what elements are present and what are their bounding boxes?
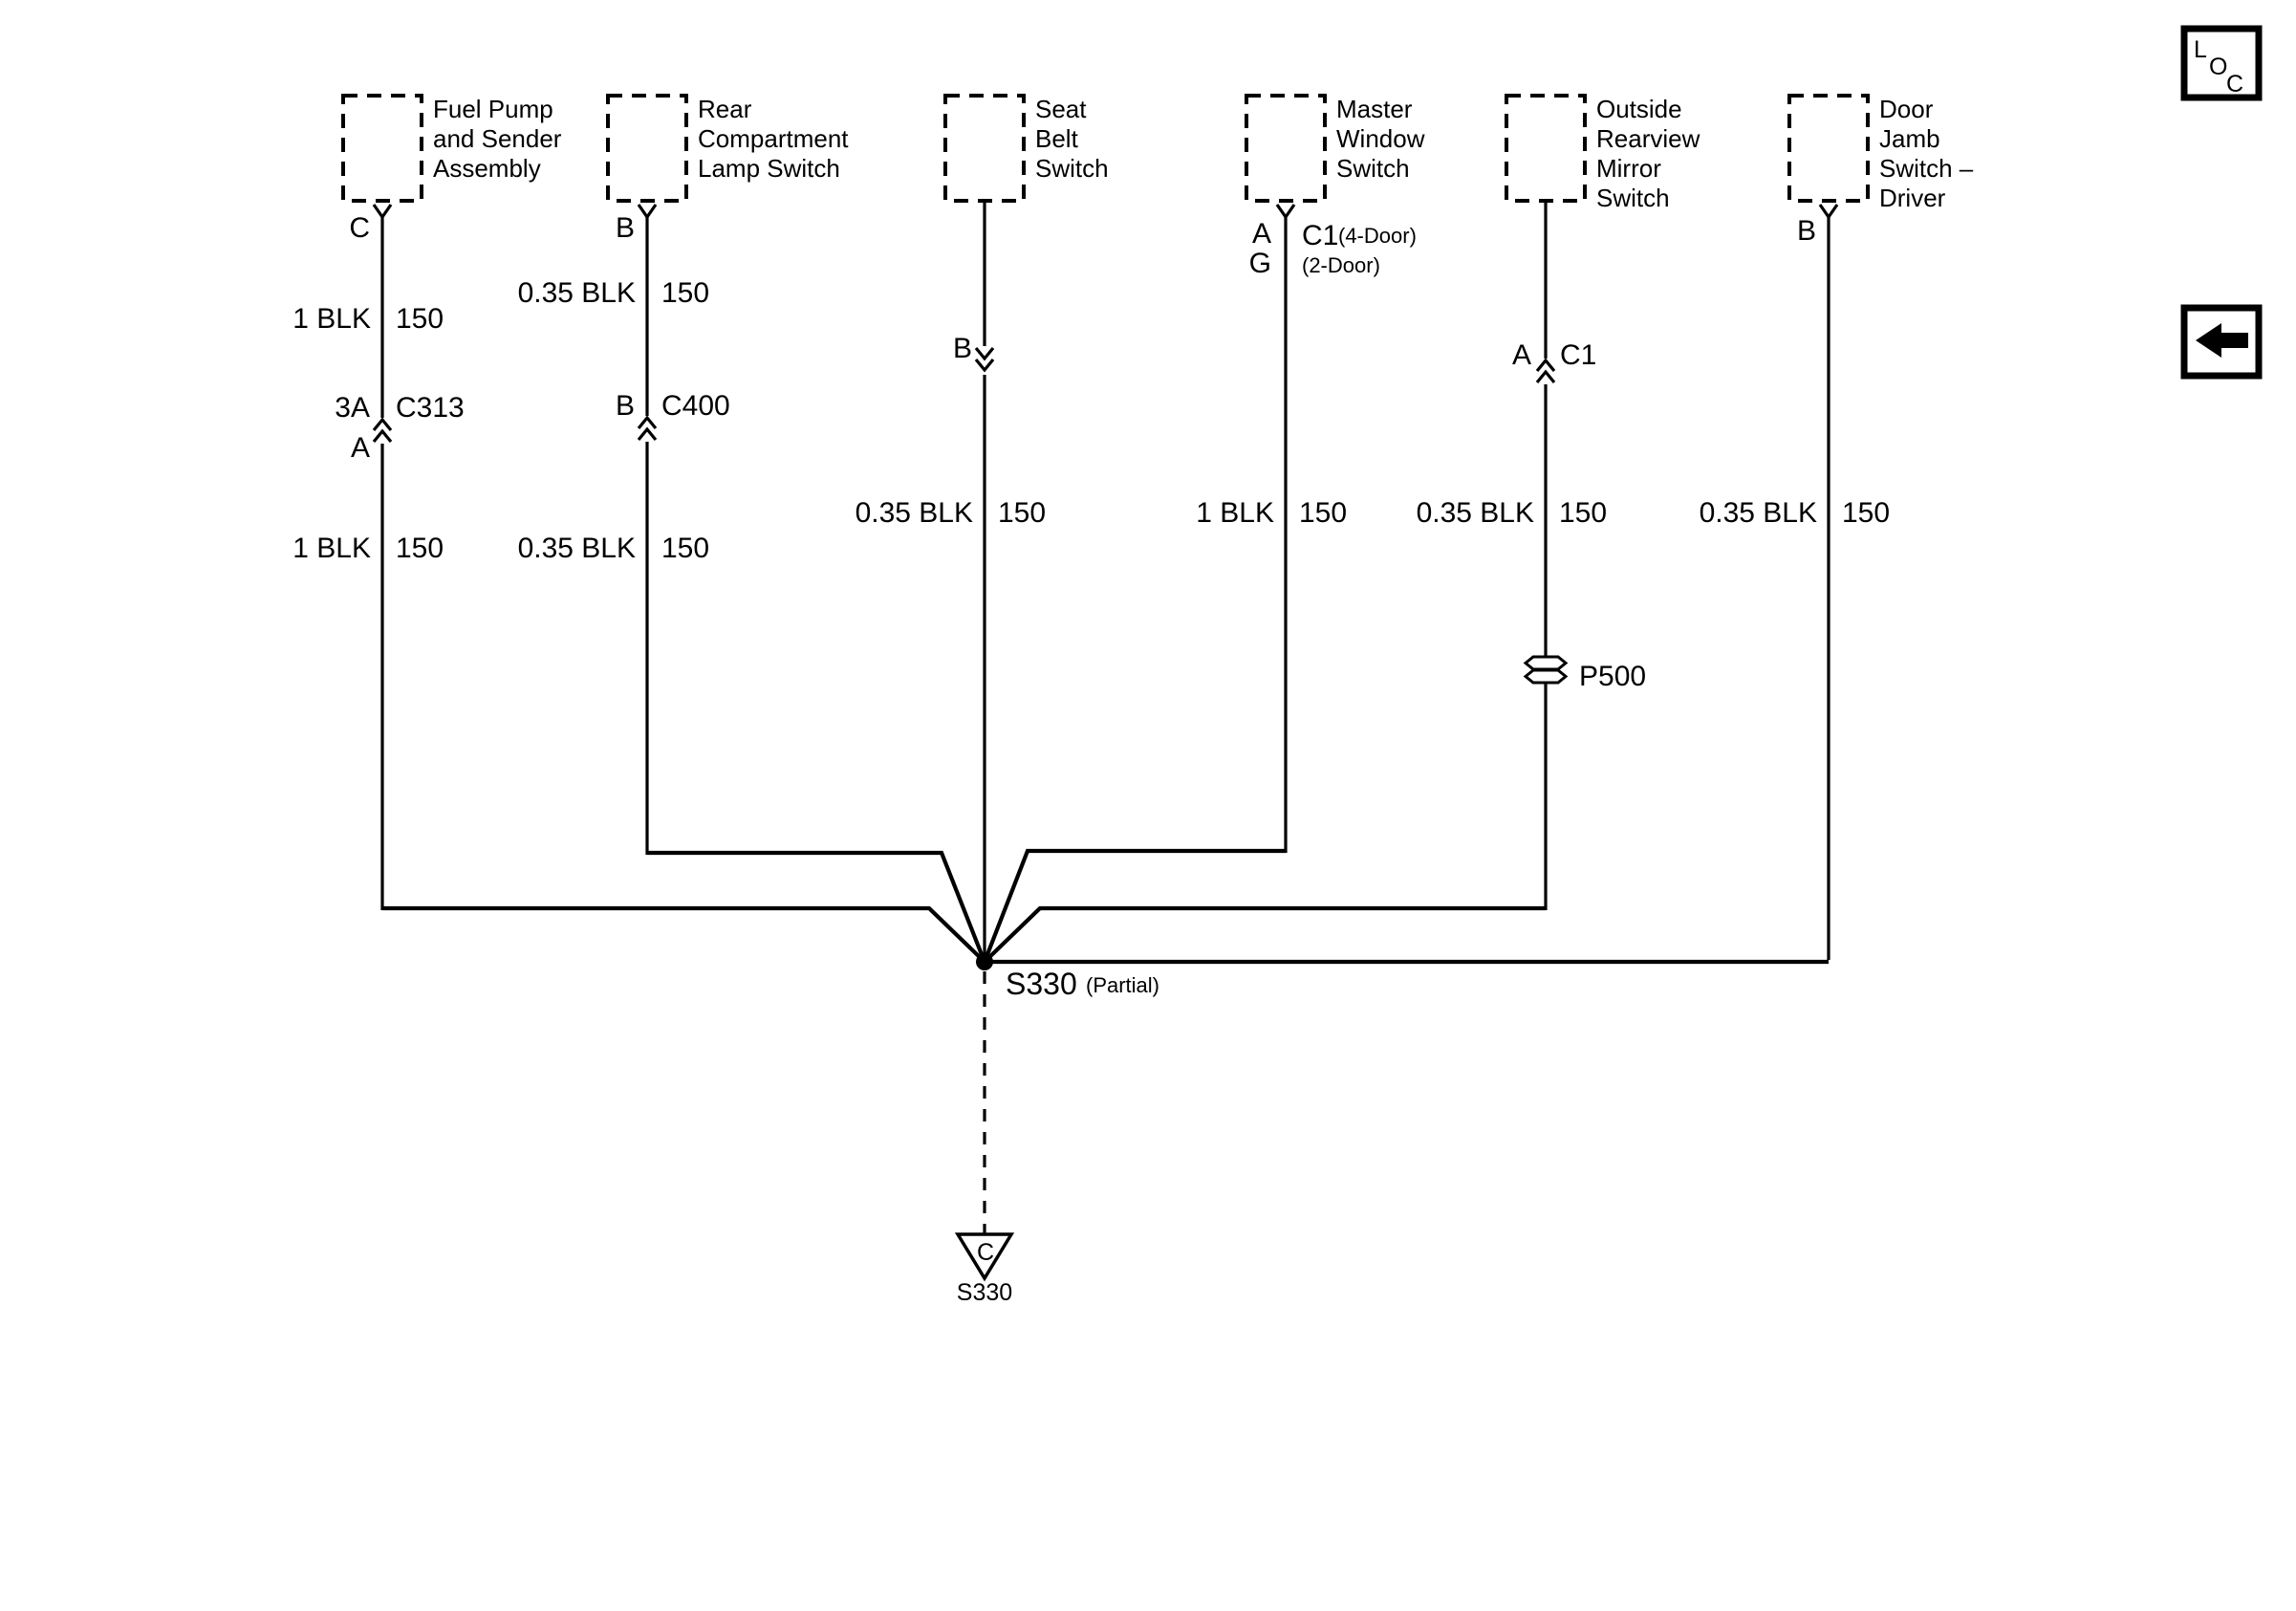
wire-gauge-label: 1 BLK xyxy=(292,533,371,564)
component-label-line: Rearview xyxy=(1596,124,1700,153)
wire-circuit-label: 150 xyxy=(396,533,444,564)
wire-gauge-label: 0.35 BLK xyxy=(517,533,636,564)
wire-circuit-label: 150 xyxy=(661,277,710,309)
back-button[interactable] xyxy=(2184,308,2259,376)
splice-name: S330 xyxy=(1006,967,1077,1001)
splice-dot xyxy=(976,953,993,970)
pin-letter: A xyxy=(1251,218,1271,250)
component-label-line: Switch xyxy=(1596,184,1670,212)
component-fuel-pump xyxy=(343,95,562,244)
component-label-line: Outside xyxy=(1596,95,1682,123)
component-label-line: Mirror xyxy=(1596,154,1661,183)
wire-circuit-label: 150 xyxy=(1559,497,1608,529)
component-label-line: Window xyxy=(1336,124,1425,153)
inline-connector-icon xyxy=(1537,360,1554,382)
wire-master-window-ground xyxy=(985,217,1347,962)
pin-letter: G xyxy=(1248,248,1271,279)
body-variant-label: (2-Door) xyxy=(1302,253,1380,277)
connector-pin: A xyxy=(1511,339,1531,371)
component-seat-belt-switch xyxy=(945,95,1109,201)
component-label-line: Switch xyxy=(1336,154,1410,183)
wire-circuit-label: 150 xyxy=(661,533,710,564)
wire-circuit-label: 150 xyxy=(998,497,1047,529)
connector-pin: B xyxy=(952,333,972,364)
component-label-line: Fuel Pump xyxy=(433,95,553,123)
connector-pin: A xyxy=(350,432,370,464)
component-outside-rearview-mirror-switch xyxy=(1506,95,1700,212)
pin-letter: C xyxy=(349,212,370,244)
inline-connector-icon xyxy=(639,418,656,440)
wire-fuel-pump-ground xyxy=(292,217,985,962)
component-label-line: Belt xyxy=(1035,124,1078,153)
component-box xyxy=(1789,96,1868,201)
component-label-line: Compartment xyxy=(698,124,849,153)
component-box xyxy=(945,96,1024,201)
component-label-line: and Sender xyxy=(433,124,562,153)
component-label-line: Door xyxy=(1879,95,1934,123)
wire-mirror-switch-ground xyxy=(985,201,1646,962)
loc-letter-l: L xyxy=(2194,36,2207,63)
pin-letter: B xyxy=(615,212,635,244)
component-label-line: Switch xyxy=(1035,154,1109,183)
component-door-jamb-switch-driver xyxy=(1789,95,1974,247)
grommet-icon xyxy=(1526,657,1566,669)
wire-gauge-label: 1 BLK xyxy=(292,303,371,335)
component-master-window-switch xyxy=(1246,95,1425,279)
component-box xyxy=(343,96,422,201)
ground-triangle-letter: C xyxy=(976,1239,995,1266)
component-label-line: Driver xyxy=(1879,184,1946,212)
component-label-line: Assembly xyxy=(433,154,541,183)
wire-rear-lamp-ground xyxy=(518,217,985,962)
component-box xyxy=(608,96,686,201)
wire-gauge-label: 1 BLK xyxy=(1196,497,1274,529)
grommet-label: P500 xyxy=(1579,661,1647,692)
loc-letter-c: C xyxy=(2226,71,2244,98)
ground-reference xyxy=(957,1234,1012,1306)
component-label-line: Jamb xyxy=(1879,124,1940,153)
inline-connector-icon xyxy=(374,420,391,442)
connector-name: C1 xyxy=(1560,339,1597,371)
wire-circuit-label: 150 xyxy=(1842,497,1891,529)
component-label-line: Rear xyxy=(698,95,752,123)
component-box xyxy=(1506,96,1585,201)
loc-letter-o: O xyxy=(2209,54,2228,80)
connector-name: C1 xyxy=(1302,220,1339,251)
wire-seat-belt-ground xyxy=(856,201,1047,957)
splice-s330 xyxy=(976,953,1159,1235)
wire-run xyxy=(985,908,1546,962)
wire-circuit-label: 150 xyxy=(396,303,444,335)
wire-run xyxy=(382,908,985,962)
grommet-icon xyxy=(1526,670,1566,683)
female-terminal-icon xyxy=(639,205,656,217)
component-label-line: Lamp Switch xyxy=(698,154,840,183)
component-label-line: Switch – xyxy=(1879,154,1974,183)
body-variant-label: (4-Door) xyxy=(1338,224,1417,248)
ground-reference-name: S330 xyxy=(956,1279,1013,1306)
connector-name: C400 xyxy=(661,390,730,422)
wire-gauge-label: 0.35 BLK xyxy=(855,497,973,529)
component-box xyxy=(1246,96,1325,201)
female-terminal-icon xyxy=(1820,205,1837,217)
component-label-line: Master xyxy=(1336,95,1413,123)
connector-pin: 3A xyxy=(335,392,370,424)
wire-circuit-label: 150 xyxy=(1299,497,1348,529)
inline-connector-icon xyxy=(976,348,993,370)
pin-letter: B xyxy=(1796,215,1816,247)
female-terminal-icon xyxy=(374,205,391,217)
wire-gauge-label: 0.35 BLK xyxy=(1416,497,1534,529)
wire-gauge-label: 0.35 BLK xyxy=(517,277,636,309)
female-terminal-icon xyxy=(1277,205,1294,217)
wire-gauge-label: 0.35 BLK xyxy=(1699,497,1817,529)
component-rear-compartment-lamp-switch xyxy=(608,95,849,244)
connector-name: C313 xyxy=(396,392,465,424)
component-label-line: Seat xyxy=(1035,95,1087,123)
loc-button[interactable] xyxy=(2184,29,2259,98)
connector-pin: B xyxy=(615,390,635,422)
splice-qualifier: (Partial) xyxy=(1086,973,1160,997)
